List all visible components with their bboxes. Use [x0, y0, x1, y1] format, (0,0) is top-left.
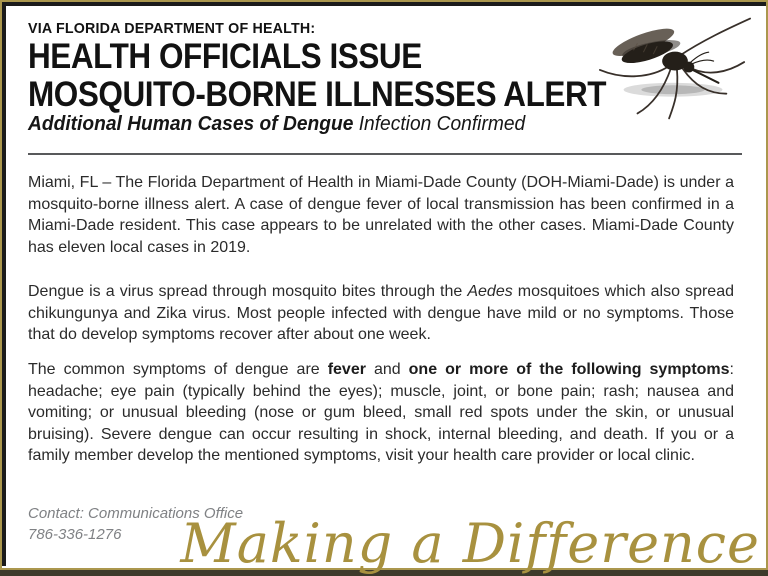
making-a-difference-tagline: Making a Difference	[180, 512, 760, 575]
p3-rest: : headache; eye pain (typically behind the eyes); muscle, joint, or bone pain; rash; nausea and vomiting; or unusual bleeding (nose or gum bleed, small red spots under the skin, or unusual bruising). Severe dengue can occur resulting in shock, internal bleeding, and death. If you or a family member develop the mentioned symptoms, visit your health care provider or local clinic.	[28, 361, 734, 464]
p2-text-end: mosquitoes which also spread chikungunya and Zika virus. Most people infected with dengue have mild or no symptoms. Those that do develop symptoms recover after about one week.	[28, 283, 734, 343]
p2-text-start: Dengue is a virus spread through mosquito bites through the	[28, 283, 468, 300]
header-divider	[28, 153, 742, 155]
paragraph-dengue-info	[28, 281, 734, 346]
subtitle-regular-part: Infection Confirmed	[353, 113, 526, 135]
mosquito-photo-icon	[592, 6, 760, 128]
contact-office-label: Contact: Communications Office	[28, 505, 244, 522]
dark-left-border	[2, 2, 6, 566]
title-line-2: MOSQUITO-BORNE ILLNESSES ALERT	[28, 75, 607, 114]
source-kicker: VIA FLORIDA DEPARTMENT OF HEALTH:	[28, 20, 316, 37]
subtitle-bold-part: Additional Human Cases of Dengue	[28, 113, 354, 135]
paragraph-alert: Miami, FL – The Florida Department of Health in Miami-Dade County (DOH-Miami-Dade) is under a mosquito-borne illness alert. A case of dengue fever of local transmission has been confirmed in a Miami-Dade resident. This case appears to be unrelated with the other cases. Miami-Dade County has eleven local cases in 2019.	[28, 174, 734, 256]
p3-lead: The common symptoms of dengue are	[28, 361, 328, 378]
p3-bold-fever: fever	[327, 361, 366, 378]
contact-phone: 786-336-1276	[28, 526, 122, 543]
p2-aedes-italic: Aedes	[467, 283, 513, 300]
page-title	[28, 38, 606, 114]
title-line-1: HEALTH OFFICIALS ISSUE	[28, 37, 422, 76]
subtitle	[28, 113, 525, 136]
paragraph-symptoms	[28, 359, 734, 467]
p3-bold-symptoms: one or more of the following symptoms	[408, 361, 730, 378]
p3-mid: and	[365, 361, 409, 378]
mosquito-image	[592, 6, 760, 128]
